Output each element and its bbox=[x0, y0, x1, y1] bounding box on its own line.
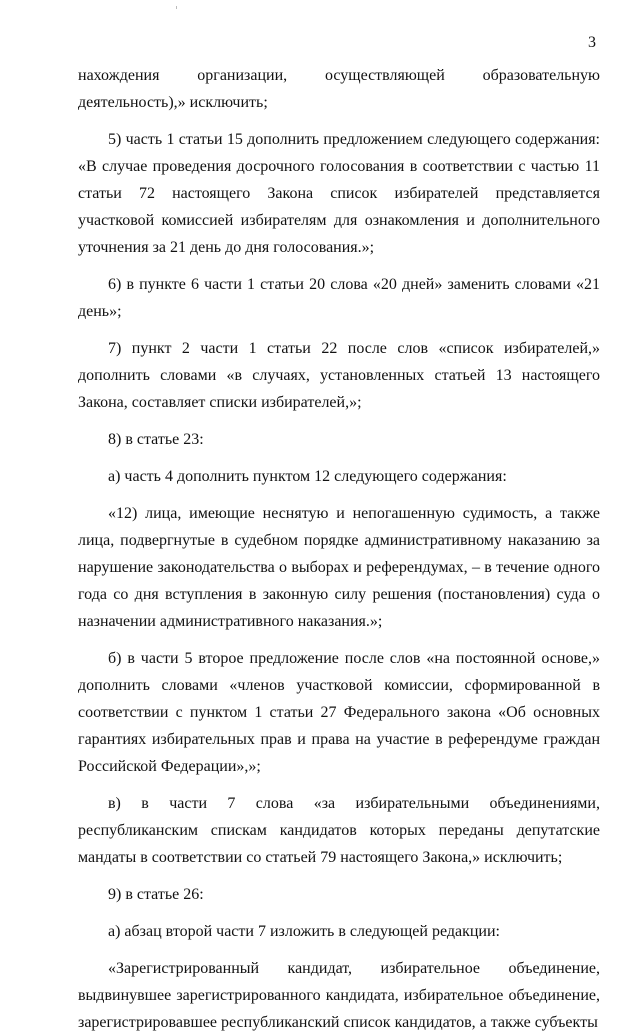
paragraph: а) часть 4 дополнить пунктом 12 следующего содержания: bbox=[108, 468, 507, 485]
paragraph-spacer bbox=[78, 416, 600, 426]
paragraph: 9) в статье 26: bbox=[108, 886, 204, 903]
paragraph-spacer bbox=[78, 871, 600, 881]
paragraph: а) абзац второй части 7 изложить в следующей редакции: bbox=[108, 923, 500, 940]
paragraph: 5) часть 1 статьи 15 дополнить предложением следующего содержания: «В случае проведения досрочного голосования в соответствии с частью 11 статьи 72 настоящего Закона список избирателей представляется участковой комиссией избирателям для ознакомления и дополнительного уточнения за 21 день до дня голосования.»; bbox=[78, 131, 600, 256]
paragraph: «12) лица, имеющие неснятую и непогашенную судимость, а также лица, подвергнутые в судебном порядке административному наказанию за нарушение законодательства о выборах и референдумах, – в течение одного года со дня вступления в законную силу решения (постановления) суда о назначении административного наказания.»; bbox=[78, 505, 600, 630]
paragraph: б) в части 5 второе предложение после слов «на постоянной основе,» дополнить словами «членов участковой комиссии, сформированной в соответствии с пунктом 1 статьи 27 Федерального закона «Об основных гарантиях избирательных прав и права на участие в референдуме граждан Российской Федерации»,»; bbox=[78, 650, 600, 775]
paragraph-spacer bbox=[78, 490, 600, 500]
paragraph-spacer bbox=[78, 908, 600, 918]
paragraph: 7) пункт 2 части 1 статьи 22 после слов «список избирателей,» дополнить словами «в случаях, установленных статьей 13 настоящего Закона, составляет списки избирателей,»; bbox=[78, 340, 600, 411]
paragraph-spacer bbox=[78, 945, 600, 955]
paragraph: «Зарегистрированный кандидат, избирательное объединение, выдвинувшее зарегистрированного кандидата, избирательное объединение, зарегистрировавшее республиканский список кандидатов, а также субъекты bbox=[78, 960, 600, 1031]
paragraph: в) в части 7 слова «за избирательными объединениями, республиканским спискам кандидатов которых переданы депутатские мандаты в соответствии со статьей 79 настоящего Закона,» исключить; bbox=[78, 795, 600, 866]
paragraph-spacer bbox=[78, 325, 600, 335]
paragraph: 8) в статье 23: bbox=[108, 431, 204, 448]
page-number: 3 bbox=[588, 34, 596, 51]
paragraph-spacer bbox=[78, 780, 600, 790]
paragraph-spacer bbox=[78, 261, 600, 271]
paragraph: нахождения организации, осуществляющей образовательную деятельность),» исключить; bbox=[78, 67, 600, 111]
paragraph: 6) в пункте 6 части 1 статьи 20 слова «20 дней» заменить словами «21 день»; bbox=[78, 276, 600, 320]
scan-artifact bbox=[176, 6, 177, 9]
paragraph-spacer bbox=[78, 453, 600, 463]
document-body bbox=[78, 62, 600, 1036]
paragraph-spacer bbox=[78, 635, 600, 645]
paragraph-spacer bbox=[78, 116, 600, 126]
